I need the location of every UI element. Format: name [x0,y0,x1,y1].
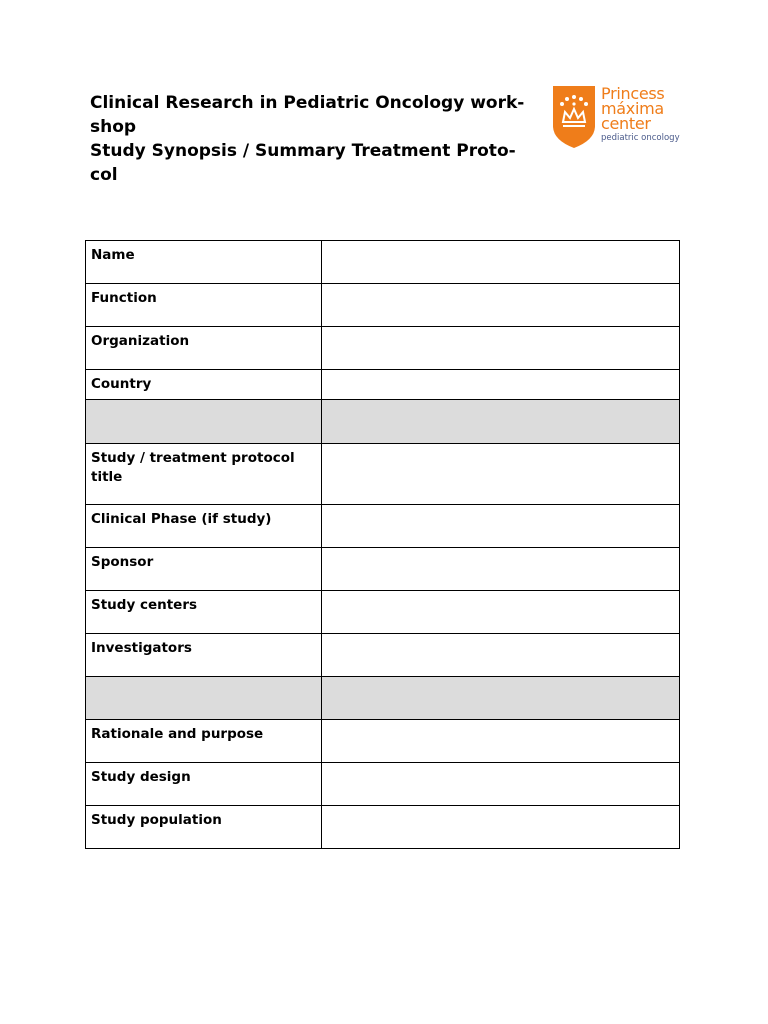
synopsis-form-table [85,240,680,849]
field-label: Country [86,370,322,400]
form-row [86,763,680,806]
field-label: Name [86,241,322,284]
field-value-cell[interactable] [322,327,680,370]
form-row [86,444,680,505]
princess-maxima-center-logo [553,86,703,152]
field-value-cell[interactable] [322,370,680,400]
field-label: Sponsor [86,548,322,591]
title-line-4: col [90,165,118,185]
form-row [86,591,680,634]
field-value-cell[interactable] [322,241,680,284]
logo-tagline: pediatric oncology [601,133,680,143]
form-row [86,284,680,327]
logo-word-1: Princess [601,84,665,103]
field-label [86,400,322,444]
logo-word-2: máxima [601,99,664,118]
field-label: Clinical Phase (if study) [86,505,322,548]
field-label: Function [86,284,322,327]
field-value-cell[interactable] [322,284,680,327]
synopsis-table-body [86,241,680,849]
field-value-cell [322,677,680,720]
field-value-cell[interactable] [322,548,680,591]
form-row [86,241,680,284]
field-value-cell [322,400,680,444]
title-line-1: Clinical Research in Pediatric Oncology work- [90,93,525,113]
form-row [86,548,680,591]
title-line-2: shop [90,117,137,137]
form-row [86,634,680,677]
section-separator-row [86,400,680,444]
logo-word-3: center [601,114,651,133]
form-row [86,720,680,763]
field-value-cell[interactable] [322,806,680,849]
crown-shield-icon [553,86,595,148]
form-row [86,505,680,548]
title-line-3: Study Synopsis / Summary Treatment Proto- [90,141,516,161]
field-label: Study population [86,806,322,849]
form-row [86,327,680,370]
field-label: Investigators [86,634,322,677]
field-value-cell[interactable] [322,763,680,806]
field-value-cell[interactable] [322,634,680,677]
field-label: Organization [86,327,322,370]
form-row [86,370,680,400]
field-value-cell[interactable] [322,591,680,634]
field-value-cell[interactable] [322,505,680,548]
logo-wordmark [601,86,711,144]
field-label: Rationale and purpose [86,720,322,763]
field-label: Study / treatment protocol title [86,444,322,505]
field-label: Study design [86,763,322,806]
field-value-cell[interactable] [322,444,680,505]
field-label [86,677,322,720]
field-value-cell[interactable] [322,720,680,763]
field-label: Study centers [86,591,322,634]
section-separator-row [86,677,680,720]
form-row [86,806,680,849]
document-title [90,91,545,187]
